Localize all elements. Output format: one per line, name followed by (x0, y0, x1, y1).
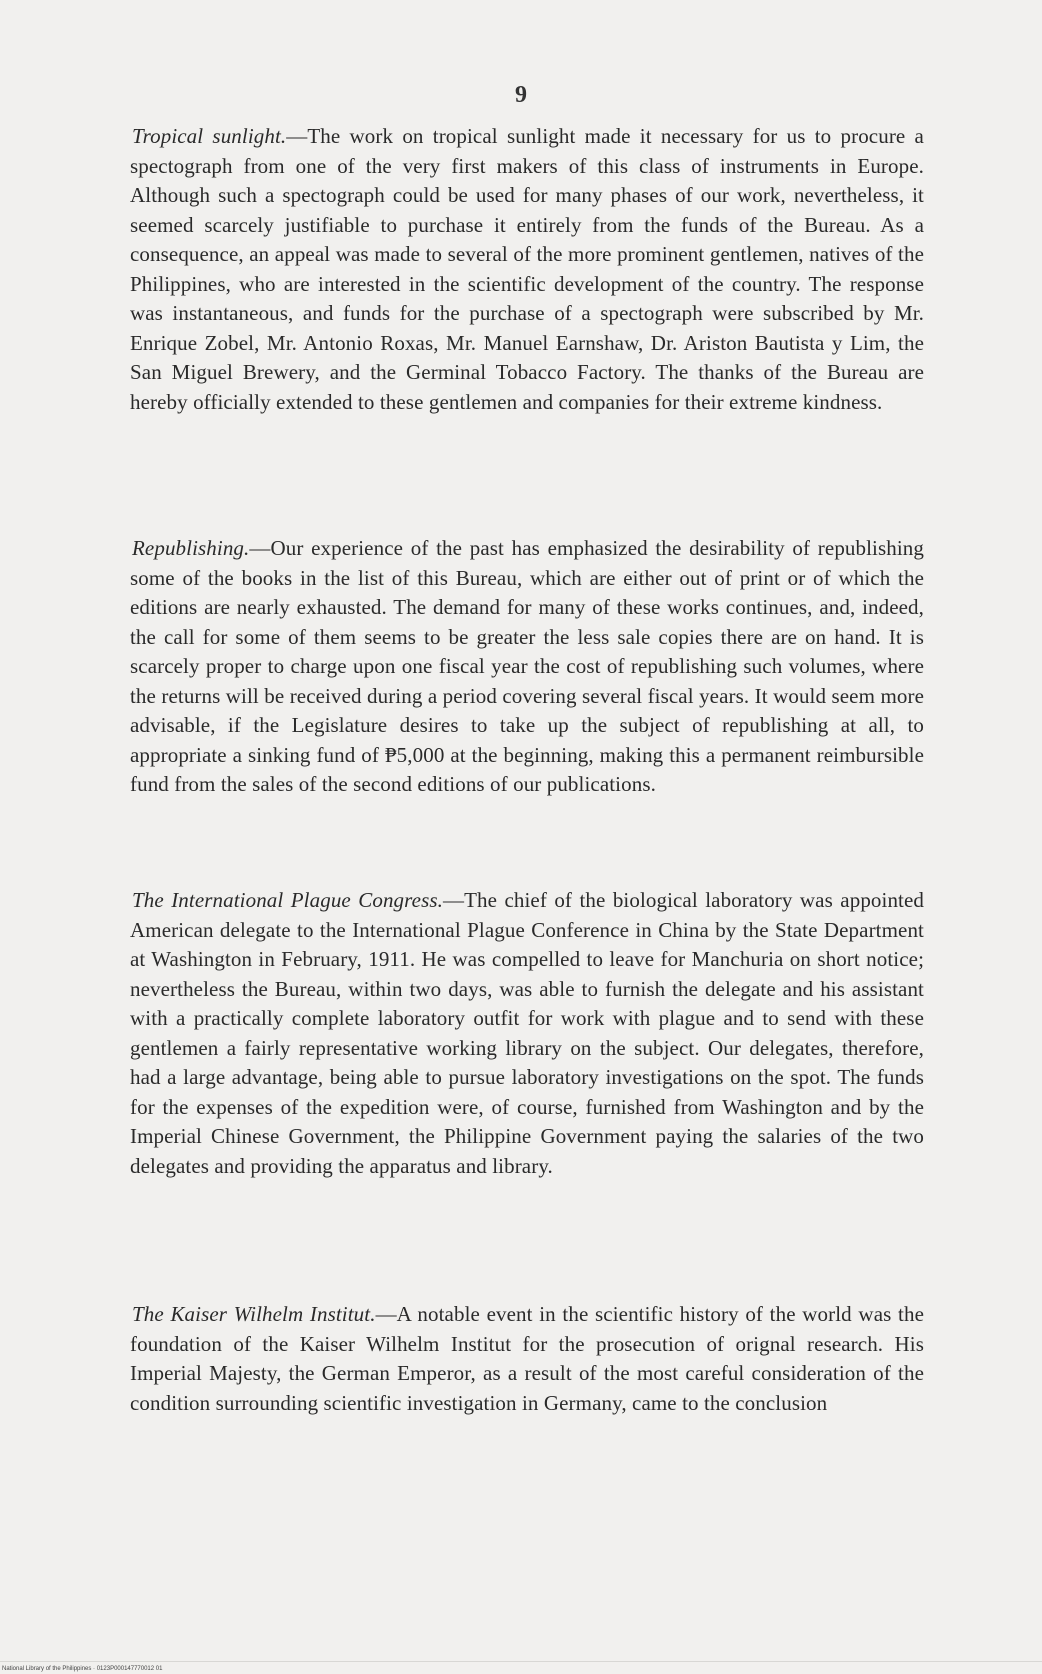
paragraph-body: —A notable event in the scientific history of the world was the foundation of the Kaiser Wilhelm Institut for the prosecution of orignal research. His Imperial Majesty, the German Emperor, as a result of the most careful consideration of the condition surrounding scientific investigation in Germany, came to the conclusion (130, 1302, 925, 1415)
paragraph-heading: Republishing. (132, 536, 250, 560)
paragraph-body: —The work on tropical sunlight made it necessary for us to procure a spectograph from one of the very first makers of this class of instruments in Europe. Although such a spectograph could be used for many phases of our work, nevertheless, it seemed scarcely justifiable to purchase it entirely from the funds of the Bureau. As a consequence, an appeal was made to several of the more prominent gentlemen, natives of the Philippines, who are interested in the scientific development of the country. The response was instantaneous, and funds for the purchase of a spectograph were subscribed by Mr. Enrique Zobel, Mr. Antonio Roxas, Mr. Manuel Earnshaw, Dr. Ariston Bautista y Lim, the San Miguel Brewery, and the Germinal Tobacco Factory. The thanks of the Bureau are hereby officially extended to these gentlemen and companies for their extreme kindness. (130, 124, 924, 414)
paragraph-republishing (130, 534, 924, 800)
paragraph-body: —Our experience of the past has emphasized the desirability of republishing some of the books in the list of this Bureau, which are either out of print or of which the editions are nearly exhausted. The demand for many of these works continues, and, indeed, the call for some of them seems to be greater the less sale copies there are on hand. It is scarcely proper to charge upon one fiscal year the cost of republishing such volumes, where the returns will be received during a period covering several fiscal years. It would seem more advisable, if the Legislature desires to take up the subject of republishing at all, to appropriate a sinking fund of ₱5,000 at the beginning, making this a permanent reimbursible fund from the sales of the second editions of our publications. (130, 536, 924, 796)
footer-divider (0, 1661, 1042, 1662)
paragraph-heading: Tropical sunlight. (132, 124, 287, 148)
paragraph-plague-congress (130, 886, 924, 1181)
paragraph-kaiser-wilhelm (130, 1300, 924, 1418)
page-number: 9 (515, 82, 527, 108)
footer-caption: National Library of the Philippines · 0123P000147770012 01 (2, 1666, 163, 1672)
paragraph-heading: The International Plague Congress. (132, 888, 443, 912)
paragraph-tropical-sunlight (130, 122, 924, 417)
paragraph-heading: The Kaiser Wilhelm Institut. (132, 1302, 376, 1326)
paragraph-body: —The chief of the biological laboratory was appointed American delegate to the International Plague Conference in China by the State Department at Washington in February, 1911. He was compelled to leave for Manchuria on short notice; nevertheless the Bureau, within two days, was able to furnish the delegate and his assistant with a practically complete laboratory outfit for work with plague and to send with these gentlemen a fairly representative working library on the subject. Our delegates, therefore, had a large advantage, being able to pursue laboratory investigations on the spot. The funds for the expenses of the expedition were, of course, furnished from Washington and by the Imperial Chinese Government, the Philippine Government paying the salaries of the two delegates and providing the apparatus and library. (130, 888, 925, 1178)
